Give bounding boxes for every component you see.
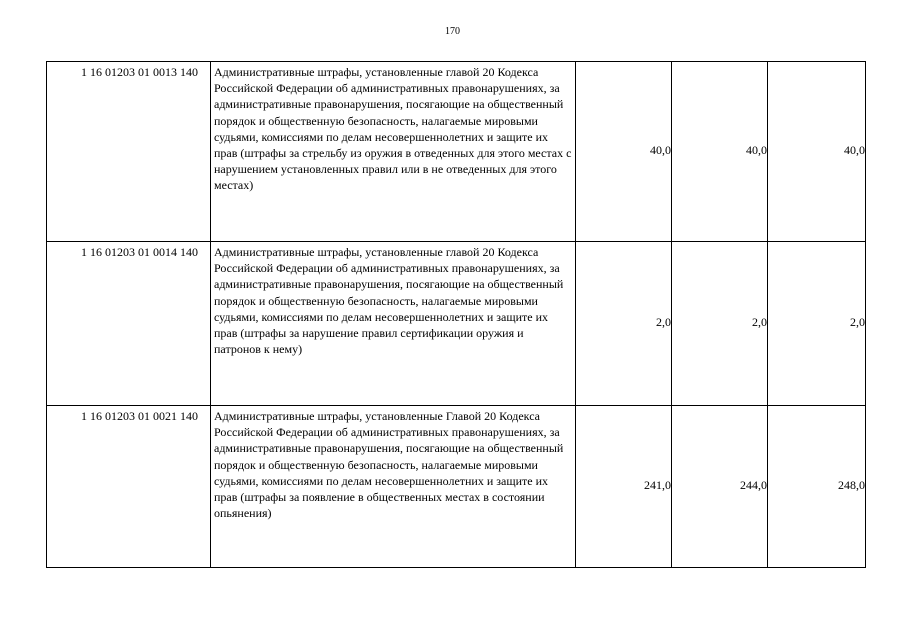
- value-year-3: 40,0: [768, 62, 866, 242]
- table-row: [47, 242, 866, 406]
- row-description: Административные штрафы, установленные Главой 20 Кодекса Российской Федерации об административных правонарушениях, за административные правонарушения, посягающие на общественный порядок и общественную безопасность, налагаемые мировыми судьями, комиссиями по делам несовершеннолетних и защите их прав (штрафы за появление в общественных местах в состоянии опьянения): [211, 406, 576, 568]
- value-year-1: 40,0: [576, 62, 672, 242]
- budget-code: 1 16 01203 01 0021 140: [47, 406, 211, 568]
- value-year-2: 244,0: [672, 406, 768, 568]
- value-year-3: 248,0: [768, 406, 866, 568]
- page-number: 170: [445, 26, 460, 37]
- value-year-2: 2,0: [672, 242, 768, 406]
- table-row: [47, 62, 866, 242]
- value-year-3: 2,0: [768, 242, 866, 406]
- table-row: [47, 406, 866, 568]
- budget-table: [46, 61, 866, 568]
- value-year-2: 40,0: [672, 62, 768, 242]
- budget-code: 1 16 01203 01 0014 140: [47, 242, 211, 406]
- row-description: Административные штрафы, установленные главой 20 Кодекса Российской Федерации об административных правонарушениях, за административные правонарушения, посягающие на общественный порядок и общественную безопасность, налагаемые мировыми судьями, комиссиями по делам несовершеннолетних и защите их прав (штрафы за стрельбу из оружия в отведенных для этого местах с нарушением установленных правил или в не отведенных для этого местах): [211, 62, 576, 242]
- value-year-1: 2,0: [576, 242, 672, 406]
- row-description: Административные штрафы, установленные главой 20 Кодекса Российской Федерации об административных правонарушениях, за административные правонарушения, посягающие на общественный порядок и общественную безопасность, налагаемые мировыми судьями, комиссиями по делам несовершеннолетних и защите их прав (штрафы за нарушение правил сертификации оружия и патронов к нему): [211, 242, 576, 406]
- budget-code: 1 16 01203 01 0013 140: [47, 62, 211, 242]
- value-year-1: 241,0: [576, 406, 672, 568]
